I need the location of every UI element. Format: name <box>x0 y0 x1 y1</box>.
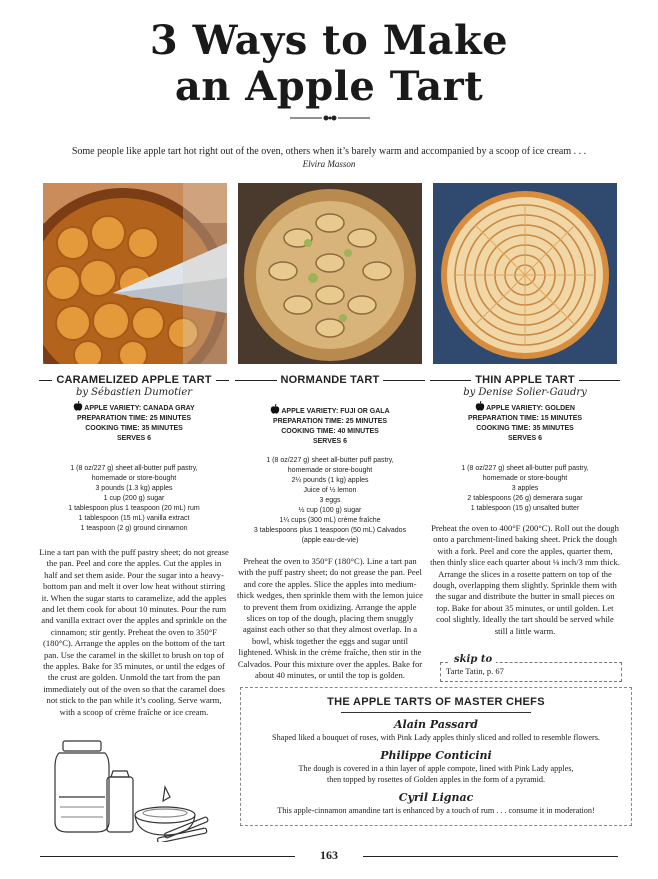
ingredient: 2¼ pounds (1 kg) apples <box>291 477 369 484</box>
page-title-line-2: an Apple Tart <box>174 63 484 110</box>
skip-to-label: skip to <box>450 654 496 665</box>
photo-normande-tart <box>238 183 422 364</box>
chef-desc-conticini-1: The dough is covered in a thin layer of apple compote, lined with Pink Lady apples, <box>298 764 574 773</box>
ingredient: homemade or store-bought <box>482 475 568 482</box>
recipe-1-variety: APPLE VARIETY: CANADA GRAY <box>84 405 195 412</box>
ingredient: homemade or store-bought <box>91 475 177 482</box>
rule <box>341 712 531 713</box>
chef-desc-lignac: This apple-cinnamon amandine tart is enhanced by a touch of rum . . . consume it in moderation! <box>277 806 595 815</box>
recipe-2-title-row <box>235 374 425 386</box>
ingredient: homemade or store-bought <box>287 467 373 474</box>
ingredient: 1 tablespoon (15 mL) vanilla extract <box>78 515 190 522</box>
ingredient: 2 tablespoons (26 g) demerara sugar <box>467 495 583 502</box>
recipe-1-author: by Sébastien Dumotier <box>75 387 193 398</box>
ingredient: 3 tablespoons plus 1 teaspoon (50 mL) Calvados <box>253 527 407 534</box>
skip-to-box <box>440 654 620 682</box>
chef-name-lignac: Cyril Lignac <box>398 791 474 804</box>
chef-name-conticini: Philippe Conticini <box>380 749 492 762</box>
recipe-2-cook: COOKING TIME: 40 MINUTES <box>281 428 379 435</box>
recipe-3-title-row <box>430 374 620 386</box>
ingredient: 1 cup (200 g) sugar <box>103 495 165 502</box>
recipe-2-method: Preheat the oven to 350°F (180°C). Line a tart pan with the puff pastry sheet; do not grease the pan. Peel and core the apples. Slice the apples into medium-thick wedges, then sprinkle them with the lemon juice to prevent them from oxidizing. Arrange the apple slices on top of the dough, placing them snuggly against each other so that they almost overlap. In a bowl, whisk together the eggs and sugar until lightened. Whisk in the crème fraîche, then stir in the Calvados. Pour this mixture over the apples. Bake for about 40 minutes, or until the top is golden. <box>237 556 423 681</box>
recipe-3-variety: APPLE VARIETY: GOLDEN <box>486 405 575 412</box>
ingredient: 1 (8 oz/227 g) sheet all-butter puff pastry, <box>461 465 589 472</box>
recipe-1-prep: PREPARATION TIME: 25 MINUTES <box>76 415 192 422</box>
rule <box>39 380 52 381</box>
master-chefs-box <box>240 687 632 826</box>
recipe-3-author: by Denise Solier-Gaudry <box>463 387 587 398</box>
recipe-3-meta <box>430 401 620 444</box>
recipe-1-meta <box>39 401 229 444</box>
recipe-3-header <box>430 374 620 444</box>
rule <box>216 380 229 381</box>
apple-icon <box>73 401 83 412</box>
recipe-2-ingredients <box>235 456 425 546</box>
rule <box>383 380 425 381</box>
footer-rule-left <box>40 856 295 857</box>
recipe-1-method: Line a tart pan with the puff pastry sheet; do not grease the pan. Peel and core the apples. Cut the apples in half and set them aside. Pour the sugar into a heavy-bottom pan and melt it over low heat without stirring it. When the sugar starts to caramelize, add the apples and let them cook for about 10 minutes. Pour the rum and vanilla extract over the apples and sprinkle on the cinnamon; stir gently. Preheat the oven to 350°F (180°C). Arrange the apples on the bottom of the tart pan. Use the caramel in the skillet to brush on top of the apples. Bake for 35 minutes, or until the edges of the crust are golden. Unmold the tart from the pan immediately out of the oven so that the caramel does not stick to the pan while it’s cooling. Serve warm, with a scoop of crème fraîche or ice cream. <box>39 547 229 717</box>
ingredient: 3 pounds (1.3 kg) apples <box>95 485 173 492</box>
recipe-1-cook: COOKING TIME: 35 MINUTES <box>85 425 183 432</box>
recipe-3-method: Preheat the oven to 400°F (200°C). Roll out the dough onto a parchment-lined baking sheet. Prick the dough with a fork. Peel and core the apples, quarter them, then thinly slice each quarter about ⅛ inch/3 mm thick. Arrange the slices in a rosette pattern on top of the dough, overlapping them slightly. Sprinkle them with the sugar and distribute the butter in small pieces on top. Bake for about 35 minutes, or until golden. Let cool slightly. Ideally the tart should be served while still a little warm. <box>430 523 620 636</box>
recipe-2-prep: PREPARATION TIME: 25 MINUTES <box>272 418 388 425</box>
apple-icon <box>270 404 280 415</box>
ingredient: 1¼ cups (300 mL) crème fraîche <box>279 517 381 524</box>
recipe-3-prep: PREPARATION TIME: 15 MINUTES <box>467 415 583 422</box>
recipe-2-variety: APPLE VARIETY: FUJI OR GALA <box>281 408 390 415</box>
intro-quote: Some people like apple tart hot right out of the oven, others when it’s barely warm and accompanied by a scoop of ice cream . . . <box>71 146 587 157</box>
photo-caramelized-tart <box>43 183 227 364</box>
chef-desc-conticini-2: then topped by rosettes of Golden apples in the form of a pyramid. <box>326 775 546 784</box>
recipe-1-header <box>39 374 229 444</box>
recipe-2-header <box>235 374 425 447</box>
apple-icon <box>475 401 485 412</box>
recipe-1-title-row <box>39 374 229 386</box>
page-title-line-1: 3 Ways to Make <box>149 17 509 64</box>
ingredient: (apple eau-de-vie) <box>301 537 359 544</box>
recipe-2-meta <box>235 404 425 447</box>
ingredient: ½ cup (100 g) sugar <box>298 507 362 514</box>
rule <box>235 380 277 381</box>
ingredient: Juice of ½ lemon <box>303 487 357 494</box>
skip-to-link[interactable]: Tarte Tatin, p. 67 <box>446 666 504 676</box>
recipe-3-title: THIN APPLE TART <box>475 374 575 386</box>
ornament-divider <box>290 112 370 124</box>
ingredient: 3 eggs <box>319 497 341 504</box>
ingredient: 1 (8 oz/227 g) sheet all-butter puff pastry, <box>70 465 198 472</box>
recipe-1-title: CARAMELIZED APPLE TART <box>56 374 212 386</box>
master-chefs-title: THE APPLE TARTS OF MASTER CHEFS <box>327 696 545 708</box>
chef-desc-passard: Shaped liked a bouquet of roses, with Pink Lady apples thinly sliced and rolled to resemble flowers. <box>272 733 600 742</box>
recipe-2-serves: SERVES 6 <box>312 438 348 445</box>
footer-rule-right <box>363 856 618 857</box>
recipe-3-ingredients <box>430 464 620 514</box>
intro-author: Elvira Masson <box>302 159 356 169</box>
rule <box>430 380 471 381</box>
ingredient: 1 teaspoon (2 g) ground cinnamon <box>80 525 188 532</box>
ingredient: 1 (8 oz/227 g) sheet all-butter puff pastry, <box>266 457 394 464</box>
page-number: 163 <box>320 848 338 862</box>
ingredient: 1 tablespoon plus 1 teaspoon (20 mL) rum <box>68 505 200 512</box>
ingredient: 1 tablespoon (15 g) unsalted butter <box>470 505 580 512</box>
rule <box>579 380 620 381</box>
ingredient: 3 apples <box>511 485 539 492</box>
photo-thin-tart <box>433 183 617 364</box>
jar-bowl-cinnamon-illustration <box>45 727 220 842</box>
recipe-1-serves: SERVES 6 <box>116 435 152 442</box>
recipe-3-serves: SERVES 6 <box>507 435 543 442</box>
recipe-3-cook: COOKING TIME: 35 MINUTES <box>476 425 574 432</box>
recipe-1-ingredients <box>39 464 229 534</box>
recipe-2-title: NORMANDE TART <box>280 374 380 386</box>
chef-name-passard: Alain Passard <box>394 718 478 731</box>
